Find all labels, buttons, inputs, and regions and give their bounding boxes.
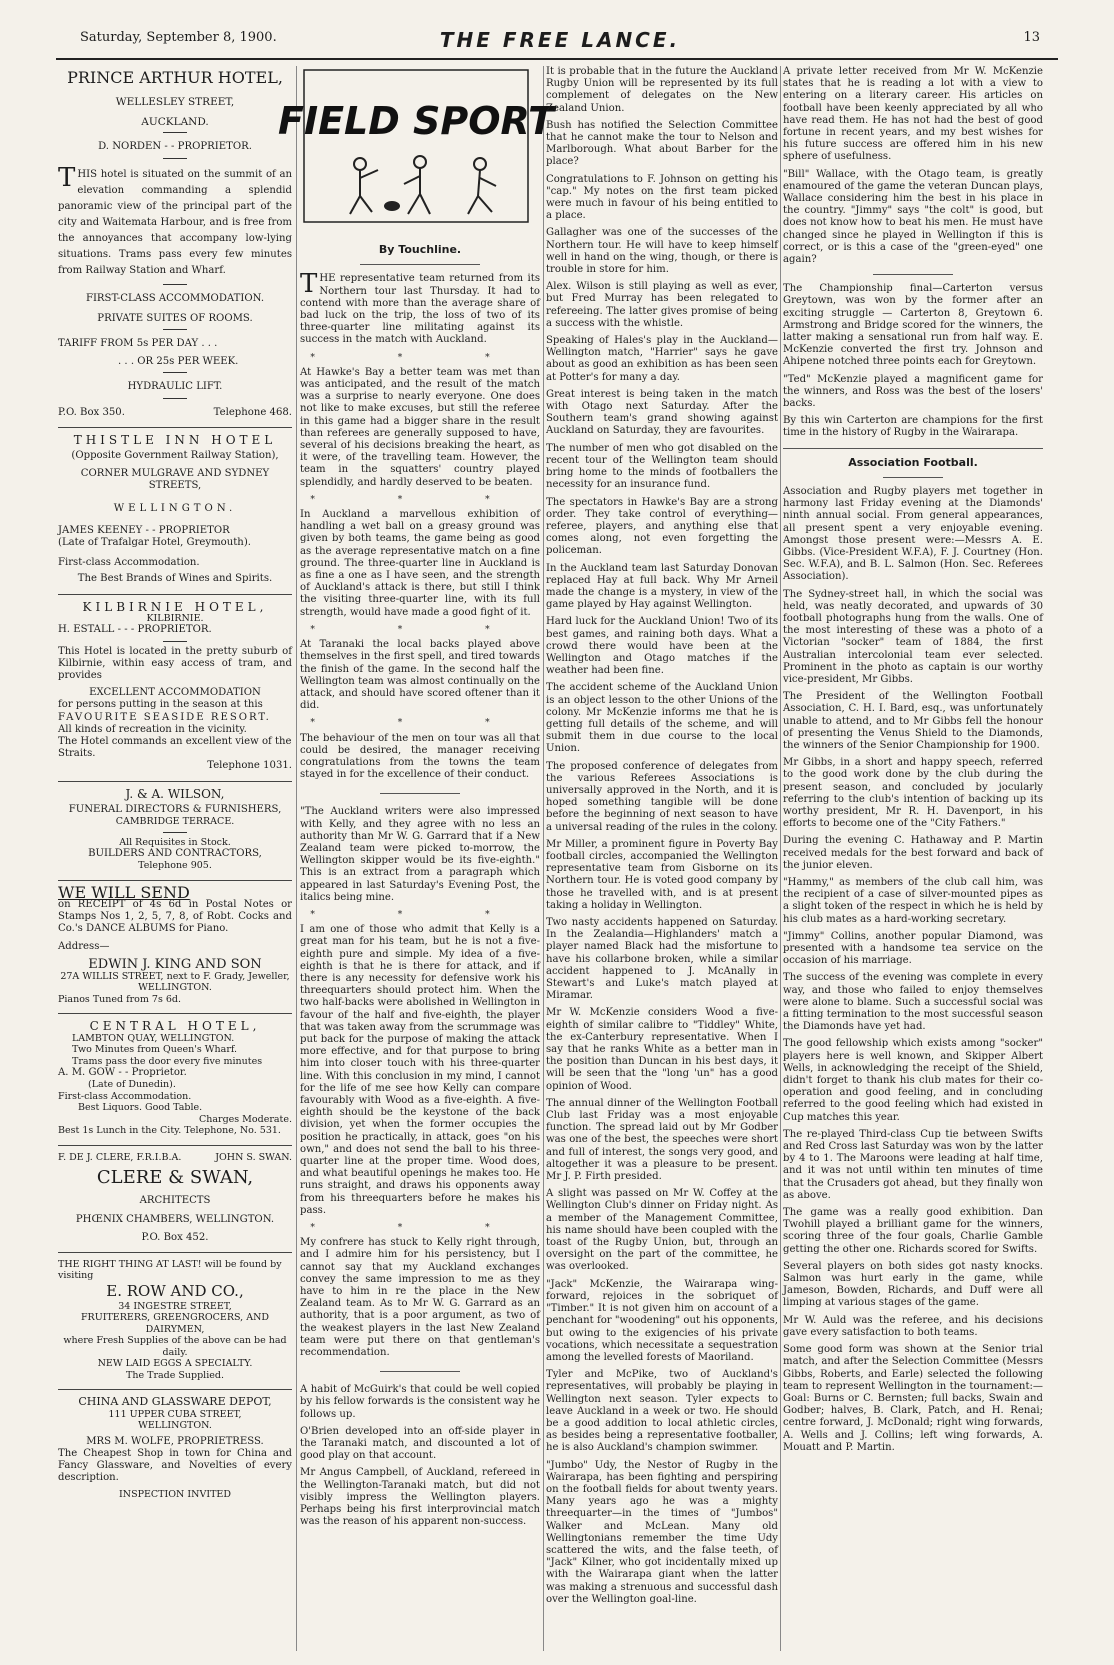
ad-kilbirnie [58,601,292,773]
ad-line: 111 UPPER CUBA STREET, [108,1408,242,1420]
ad-title: KILBIRNIE HOTEL, [82,599,268,614]
ad-line: NEW LAID EGGS A SPECIALTY. [97,1358,253,1370]
ad-line: Address— [58,940,110,952]
ad-line: PRIVATE SUITES OF ROOMS. [97,312,253,324]
ad-line: FUNERAL DIRECTORS & FURNISHERS, [68,803,282,815]
article-paragraph: The spectators in Hawke's Bay are a strong order. They take control of everything—referee, players, and anything else that comes along, not even forgetting the policeman. [546,496,778,557]
ad-line: First-class Accommodation. [58,557,200,569]
ad-wilson [58,788,292,872]
ad-line: CORNER MULGRAVE AND SYDNEY STREETS, [80,468,270,492]
article-paragraph: The annual dinner of the Wellington Football Club last Friday was a most enjoyable function. The spread laid out by Mr Godber was one of the best, the speeches were short and full of interest, the songs very good, and altogether it was a pleasure to be present. Mr J. P. Firth presided. [546,1097,778,1183]
article-paragraph: The success of the evening was complete in every way, and those who failed to enjoy themselves were alone to blame. Such a successful social was a fitting termination to the most successful season the Diamonds have yet had. [783,972,1043,1033]
issue-date: Saturday, September 8, 1900. [80,30,277,45]
ad-row-co [58,1259,292,1382]
column-divider [780,66,781,1651]
ad-line: LAMBTON QUAY, WELLINGTON. [72,1032,235,1044]
ad-title: E. ROW AND CO., [106,1281,244,1300]
article-paragraph: By this win Carterton are champions for the first time in the history of Rugby in the Wairarapa. [783,415,1043,439]
article-paragraph: "Ted" McKenzie played a magnificent game for the winners, and Ross was the best of the losers' backs. [783,373,1043,410]
article-paragraph: Mr Gibbs, in a short and happy speech, referred to the good work done by the club during the present season, and concluded by jocularly referring to the club's intention of backing up its worthy president, Mr R. H. Davenport, in his efforts to become one of the "City Fathers." [783,757,1043,830]
article-paragraph: In Auckland a marvellous exhibition of handling a wet ball on a greasy ground was given by both teams, the game being as good as the average representative match on a fine ground. The three-quarter line in Auckland is as fine a one as I have seen, and the strength of Auckland's attack is there, but still I think the visiting three-quarter line, with its full strength, would have made a good fight of it. [300,509,540,618]
article-paragraph: Great interest is being taken in the match with Otago next Saturday. After the Southern team's grand showing against Auckland on Saturday, they are favourites. [546,388,778,437]
logo-text: FIELD SPORT [277,99,555,143]
article-paragraph: The number of men who got disabled on the recent tour of the Wellington team should bring home to the minds of footballers the necessity for an insurance fund. [546,442,778,491]
ad-line: (Late of Trafalgar Hotel, Greymouth). [58,537,251,549]
ad-line: 34 INGESTRE STREET, [118,1300,232,1312]
ad-line: (Opposite Government Railway Station), [71,450,279,462]
ad-line: Best Liquors. Good Table. [78,1102,203,1114]
ad-line: INSPECTION INVITED [119,1489,231,1501]
article-paragraph: The good fellowship which exists among "socker" players here is well known, and Skipper Albert Wells, in acknowledging the receipt of the Shield, didn't forget to thank his club mates for their co-operation and good feeling, and in concluding referred to the good feeling which had existed in Cup matches this year. [783,1038,1043,1123]
article-paragraph: In the Auckland team last Saturday Donovan replaced Hay at full back. Why Mr Arneil made the change is a mystery, in view of the game played by Hay against Wellington. [546,562,778,611]
ad-line: HYDRAULIC LIFT. [127,381,223,393]
ad-thistle [58,434,292,586]
ad-title: PRINCE ARTHUR HOTEL, [67,68,283,87]
ad-line: FRUITERERS, GREENGROCERS, AND DAIRYMEN, [80,1312,270,1335]
article-paragraph: The proposed conference of delegates from the various Referees Associations is universally approved in the North, and it is hoped something tangible will be done before the beginning of next season to have a universal reading of the rules in the colony. [546,760,778,833]
header-rule [56,58,1058,60]
article-paragraph: Speaking of Hales's play in the Auckland—Wellington match, "Harrier" says he gave about as good an exhibition as has been seen at Potter's for many a day. [546,335,778,383]
article-paragraph: Mr W. Auld was the referee, and his decisions gave every satisfaction to both teams. [783,1314,1043,1338]
article-paragraph: It is probable that in the future the Auckland Rugby Union will be represented by its full complement of delegates on the New Zealand Union. [546,66,778,114]
ad-edwin-king [58,956,292,1006]
ad-line: H. ESTALL - - - PROPRIETOR. [58,624,212,636]
ad-line: WELLINGTON. [113,502,237,514]
advertisements-column [58,66,292,1501]
ad-line: THE RIGHT THING AT LAST! will be found by visiting [58,1258,282,1282]
article-paragraph: "Hammy," as members of the club call him, was the recipient of a case of silver-mounted pipes as a slight token of the respect in which he is held by his club mates as a hard-working secretary. [783,876,1043,925]
article-paragraph: Gallagher was one of the successes of the Northern tour. He will have to keep himself well in hand on the wing, though, or there is trouble in store for him. [546,227,778,276]
ad-line: KILBIRNIE. [146,612,204,624]
article-paragraph: Congratulations to F. Johnson on getting his "cap." My notes on the first team picked were much in favour of his being entitled to a place. [546,173,778,222]
column-divider [296,66,297,1651]
ad-line: Best 1s Lunch in the City. Telephone, No. 531. [58,1125,281,1137]
ad-line: Two Minutes from Queen's Wharf. [72,1044,238,1056]
article-paragraph: Mr Angus Campbell, of Auckland, refereed in the Wellington-Taranaki match, but did not visibly impress the Wellington players. Perhaps being his first interprovincial match was the reason of his apparent non-success. [300,1467,540,1528]
article-paragraph: "The Auckland writers were also impressed with Kelly, and they agree with no less an authority than Mr W. G. Garrard that if a New Zealand team were picked to-morrow, the Wellington skipper would be its five-eighth." This is an extract from a paragraph which appeared in last Saturday's Evening Post, the italics being mine. [300,806,540,903]
ad-line: ARCHITECTS [139,1195,211,1207]
ad-line: BUILDERS AND CONTRACTORS, [88,848,262,859]
ad-line: CAMBRIDGE TERRACE. [115,816,235,827]
ad-line: JOHN S. SWAN. [215,1151,292,1163]
ad-line: Pianos Tuned from 7s 6d. [58,993,182,1005]
ad-china-depot [58,1396,292,1501]
article-paragraph: "Jack" McKenzie, the Wairarapa wing-forward, rejoices in the sobriquet of "Timber." It is not given him on account of a penchant for "woodening" out his opponents, but owing to the exigencies of his private vocations, which necessitate a sequestration among the levelled forests of Maoriland. [546,1278,778,1363]
article-paragraph: Some good form was shown at the Senior trial match, and after the Selection Committee (Messrs Gibbs, Roberts, and Earle) selected the following team to represent Wellington in the tournament:—Goal: Burns or C. Bernsten; full backs, Swain and Godber; halves, B. Clark, Patch, and H. Renai; centre forward, J. McDonald; right wing forwards, A. Wells and J. Collins; left wing forwards, A. Mouatt and P. Martin. [783,1344,1043,1453]
article-paragraph: A private letter received from Mr W. McKenzie states that he is reading a lot with a view to entering on a literary career. His articles on football have been keenly appreciated by all who have read them. He has not had the best of good fortune in recent years, and my best wishes for his future success are offered him in his new sphere of usefulness. [783,66,1043,163]
article-paragraph: The re-played Third-class Cup tie between Swifts and Red Cross last Saturday was won by the latter by 4 to 1. The Maroons were leading at half time, and it was not until within ten minutes of time that the Crusaders got ahead, but they finally won as above. [783,1128,1043,1201]
ad-body: THIS hotel is situated on the summit of an elevation commanding a splendid panoramic view of the principal part of the city and Waitemata Harbour, and is free from the annoyances that accompany low-lying situations. Trams pass every few minutes from Railway Station and Wharf. [58,162,292,276]
ad-line: A. M. GOW - - Proprietor. [58,1067,187,1079]
ad-line: First-class Accommodation. [58,1090,192,1102]
ad-title: WE WILL SEND [58,882,190,902]
ad-line: FAVOURITE SEASIDE RESORT. [58,711,271,723]
article-paragraph: "Jumbo" Udy, the Nestor of Rugby in the Wairarapa, has been fighting and perspiring on the football fields for about twenty years. Many years ago he was a mighty threequarter—in the times of "Jumbos" Walker and McLean. Many old Wellingtonians remember the time Udy scattered the wits, and the false teeth, of "Jack" Kilner, who got incidentally mixed up with the Wairarapa giant when the latter was making a strenuous and successful dash over the Wellington goal-line. [546,1459,778,1605]
ad-central-hotel [58,1020,292,1136]
masthead: THE FREE LANCE. [439,28,681,52]
ad-line: D. NORDEN - - PROPRIETOR. [98,141,252,153]
article-paragraph: The Championship final—Carterton versus Greytown, was won by the former after an exciting struggle — Carterton 8, Greytown 6. Armstrong and Bridge scored for the winners, the latter making a sensational run from half way. E. McKenzie converted the first try. Johnson and Ahipene notched three points each for Greytown. [783,283,1043,368]
article-paragraph: The behaviour of the men on tour was all that could be desired, the manager receiving congratulations from the towns the team stayed in for the excellence of their conduct. [300,732,540,781]
ad-line: PHŒNIX CHAMBERS, WELLINGTON. [75,1213,275,1225]
ad-line: The Trade Supplied. [126,1369,224,1381]
ad-line: P.O. Box 350. [58,406,125,418]
notes-column [546,66,778,1611]
ad-line: The Best Brands of Wines and Spirits. [77,573,273,585]
article-paragraph: "Jimmy" Collins, another popular Diamond, was presented with a handsome tea service on the occasion of his marriage. [783,930,1043,967]
article-paragraph: The Sydney-street hall, in which the social was held, was neatly decorated, and upwards of 30 football photographs hung from the walls. One of the most interesting of these was a photo of a Victorian "socker" team of 1884, the first Australian intercolonial team ever selected. Prominent in the photo as captain is our worthy vice-president, Mr Gibbs. [783,588,1043,685]
byline: By Touchline. [378,243,462,257]
page-number: 13 [1023,30,1040,45]
article-paragraph: THE representative team returned from its Northern tour last Thursday. It had to contend with more than the average share of bad luck on the trip, the loss of two of its three-quarter line militating against its success in the match with Auckland. [300,269,540,346]
article-paragraph: Association and Rugby players met together in harmony last Friday evening at the Diamonds' ninth annual social. From general appearances, all present spent a very enjoyable evening. Amongst those present were:—Messrs A. E. Gibbs. (Vice-President W.F.A), F. J. Courtney (Hon. Sec. W.F.A), and B. L. Salmon (Hon. Sec. Referees Association). [783,485,1043,583]
article-paragraph: Alex. Wilson is still playing as well as ever, but Fred Murray has been relegated to refereeing. The latter gives promise of being a success with the whistle. [546,281,778,329]
ad-line: . . . OR 25s PER WEEK. [118,356,239,368]
ad-body: on RECEIPT of 4s 6d in Postal Notes or Stamps Nos 1, 2, 5, 7, 8, of Robt. Cocks and Co.'s DANCE ALBUMS for Piano. [58,898,292,935]
ad-line: Telephone 1031. [207,760,292,772]
article-paragraph: The President of the Wellington Football Association, C. H. I. Bard, esq., was unfortunately unable to attend, and to Mr Gibbs fell the honour of presenting the Venus Shield to the Diamonds, the winners of the Senior Championship for 1900. [783,691,1043,751]
ad-line: TARIFF FROM 5s PER DAY . . . [58,338,218,350]
article-paragraph: A slight was passed on Mr W. Coffey at the Wellington Club's dinner on Friday night. As a member of the Management Committee, his name should have been coupled with the toast of the Rugby Union, but, through an oversight on the part of the committee, he was overlooked. [546,1188,778,1273]
column-divider [543,66,544,1651]
ad-line: Charges Moderate. [198,1113,292,1125]
ad-line: AUCKLAND. [141,116,209,129]
article-paragraph: The accident scheme of the Auckland Union is an object lesson to the other Unions of the colony. Mr McKenzie informs me that he is getting full details of the scheme, and will submit them in due course to the local Union. [546,682,778,755]
ad-title: J. & A. WILSON, [125,786,225,801]
ad-title: THISTLE INN HOTEL [73,432,277,447]
ad-line: MRS M. WOLFE, PROPRIETRESS. [86,1435,264,1447]
article-paragraph: I am one of those who admit that Kelly is a great man for his team, but he is not a five-eighth pure and simple. My idea of a five-eighth is that he is there for attack, and if there is any necessity for defensive work his threequarters should protect him. When the two half-backs were abolished in Wellington in favour of the half and five-eighth, the player that was taken away from the scrummage was put back for the purpose of making the attack more effective, and for that purpose to bring him into closer touch with his three-quarter line. With this conclusion in my mind, I cannot for the life of me see how Kelly can compare favourably with Wood as a five-eighth. A five-eighth should be the keystone of the back division, yet when the former occupies the position he practically, in attack, goes "on his own," and does not send the ball to his three-quarter line at the proper time. Wood does, and what beautiful openings he makes too. He runs straight, and draws his opponents away from his threequarters before he makes his pass. [300,924,540,1216]
article-paragraph: During the evening C. Hathaway and P. Martin received medals for the best forward and back of the junior eleven. [783,835,1043,871]
ad-line: Trams pass the door every five minutes [72,1055,263,1067]
association-column [783,66,1043,1459]
article-paragraph: At Hawke's Bay a better team was met than was anticipated, and the result of the match was a surprise to nearly everyone. One does not like to make excuses, but still the referee in this game had a bigger share in the result than referees are generally supposed to have, several of his decisions breaking the heart, as it were, of the travelling team. However, the team in the squatters' country played splendidly, and hardly deserved to be beaten. [300,366,540,488]
field-sport-column: FIELD SPORT By Touchline. THE representative team returned from its Northern tour last Thursday. It had to contend with more than the average share of bad luck on the trip, the loss of two of its three-quarter line militating against its success in the match with Auckland. * * * At Hawke's Bay a better team was met than was anticipated, and the result of the match was a surprise to nearly everyone. One does not like to make excuses, but still the referee in this game had a bigger share in the result than referees are generally supposed to have, several of his decisions breaking the heart, as it were, of the travelling team. However, the team in the squatters' country played splendidly, and hardly deserved to be beaten. * * * In Auckland a marvellous exhibition of handling a wet ball on a greasy ground was given by both teams, the game being as good as the average representative match on a fine ground. The three-quarter line in Auckland is as fine a one as I have seen, and the strength of Auckland's attack is there, but still I think the visiting three-quarter line, with its full strength, would have made a good fight of it. * * * At Taranaki the local backs played above themselves in the first spell, and tired towards the finish of the game. In the second half the Wellington team was almost continually on the attack, and should have scored oftener than it did. * * * The behaviour of the men on tour was all that could be desired, the manager receiving congratulations from the towns the team stayed in for the excellence of their conduct. "The Auckland writers were also impressed with Kelly, and they agree with no less an authority than Mr W. G. Garrard that if a New Zealand team were picked to-morrow, the Wellington skipper would be its five-eighth." This is an extract from a paragraph which appeared in last Saturday's Evening Post, the italics being mine. * * * I am one of those who admit that Kelly is a great man for his team, but he is not a five-eighth pure and simple. My idea of a five-eighth is that he is there for attack, and if there is any necessity for defensive work his threequarters should protect him. When the two half-backs were abolished in Wellington in favour of the half and five-eighth, the player that was taken away from the scrummage was put back for the purpose of making the attack more effective, and for that purpose to bring him into closer touch with his three-quarter line. With this conclusion in my mind, I cannot for the life of me see how Kelly can compare favourably with Wood as a five-eighth. A five-eighth should be the keystone of the back division, yet when the former occupies the position he practically, in attack, goes "on his own," and does not send the ball to his three-quarter line at the proper time. Wood does, and what beautiful openings he makes too. He runs straight, and draws his opponents away from his threequarters before he makes his pass. * * * My confrere has stuck to Kelly right through, and I admire him for his persistency, but I cannot say that my Auckland exchanges convey the same impression to me as they have to him in re the place in the New Zealand team. As to Mr W. G. Garrard as an authority, that is a poor argument, as two of the weakest players in the last New Zealand team were put there on that gentleman's recommendation. A habit of McGuirk's that could be well copied by his fellow forwards is the consistent way he follows up. O'Brien developed into an off-side player in the Taranaki match, and discounted a lot of good play on that account. Mr Angus Campbell, of Auckland, refereed in the Wellington-Taranaki match, but did not visibly impress the Wellington players. Perhaps being his first interprovincial match was the reason of his apparent non-success. [300,66,540,1534]
ad-line: 27A WILLIS STREET, next to F. Grady, Jeweller, WELLINGTON. [60,970,290,994]
article-paragraph: Bush has notified the Selection Committee that he cannot make the tour to Nelson and Marlborough. What about Barber for the place? [546,119,778,168]
article-paragraph: Several players on both sides got nasty knocks. Salmon was hurt early in the game, while Jameson, Bowden, Richards, and Duff were all limping at various stages of the game. [783,1260,1043,1309]
ad-clere-swan [58,1152,292,1244]
section-heading: Association Football. [848,455,978,469]
ad-line: Telephone 468. [213,406,292,418]
article-paragraph: The game was a really good exhibition. Dan Twohill played a brilliant game for the winners, scoring three of the four goals, Charlie Gamble getting the other one. Richards scored for Swifts. [783,1207,1043,1255]
ad-body: This Hotel is located in the pretty suburb of Kilbirnie, within easy access of tram, and provides [58,645,292,681]
ad-line: F. DE J. CLERE, F.R.I.B.A. [58,1151,182,1163]
ad-line: P.O. Box 452. [141,1231,209,1243]
ad-line: FIRST-CLASS ACCOMMODATION. [85,292,265,304]
ad-line: All kinds of recreation in the vicinity. [58,723,247,735]
ad-title: CHINA AND GLASSWARE DEPOT, [78,1395,272,1409]
page-header [80,30,1040,52]
ad-prince-arthur [58,68,292,419]
article-paragraph: Mr W. McKenzie considers Wood a five-eighth of similar calibre to "Tiddley" White, the ex-Canterbury representative. When I say that he ranks White as a better man in the position than Duncan in his best days, it will be seen that the "long 'un" has a good opinion of Wood. [546,1007,778,1092]
ad-will-send [58,882,292,953]
ad-line: Telephone 905. [138,860,212,872]
ad-line: JAMES KEENEY - - PROPRIETOR [58,524,230,536]
article-paragraph: Two nasty accidents happened on Saturday. In the Zealandia—Highlanders' match a player named Black had the misfortune to have his collarbone broken, while a similar accident happened to J. McAnally in Stewart's and Luke's match played at Miramar. [546,917,778,1002]
ad-line: EXCELLENT ACCOMMODATION [89,687,261,699]
ad-line: WELLESLEY STREET, [115,96,235,108]
ad-line: (Late of Dunedin). [88,1079,176,1091]
ad-line: for persons putting in the season at this [58,699,263,711]
ad-line: WELLINGTON. [138,1420,212,1432]
ad-title: CENTRAL HOTEL, [89,1019,261,1034]
article-paragraph: My confrere has stuck to Kelly right through, and I admire him for his persistency, but I cannot say that my Auckland exchanges convey the same impression to me as they have to him in re the place in the New Zealand team. As to Mr W. G. Garrard as an authority, that is a poor argument, as two of the weakest players in the last New Zealand team were put there on that gentleman's recommendation. [300,1237,540,1359]
ad-line: The Hotel commands an excellent view of the Straits. [58,735,292,760]
field-sport-logo [277,66,555,226]
article-paragraph: Hard luck for the Auckland Union! Two of its best games, and raining both days. What a crowd there would have been at the Wellington and Otago matches if the weather had been fine. [546,616,778,677]
article-paragraph: "Bill" Wallace, with the Otago team, is greatly enamoured of the game the veteran Duncan plays, Wallace considering him the best in his place in the country. "Jimmy" says "the colt" is good, but does not know how to beat his men. He must have changed since he played in Wellington if this is correct, or is this a case of the "green-eyed" one again? [783,168,1043,266]
ad-body: The Cheapest Shop in town for China and Fancy Glassware, and Novelties of every description. [58,1447,292,1484]
ad-line: where Fresh Supplies of the above can be had daily. [63,1335,287,1358]
ad-title: CLERE & SWAN, [96,1167,254,1189]
ad-line: All Requisites in Stock. [119,836,231,848]
ad-title: EDWIN J. KING AND SON [88,956,262,972]
article-paragraph: O'Brien developed into an off-side player in the Taranaki match, and discounted a lot of good play on that account. [300,1425,540,1462]
article-paragraph: Mr Miller, a prominent figure in Poverty Bay football circles, accompanied the Wellington representative team from Gisborne on its Northern tour. He is voted good company by those he travelled with, and is at present taking a holiday in Wellington. [546,838,778,911]
article-paragraph: A habit of McGuirk's that could be well copied by his fellow forwards is the consistent way he follows up. [300,1384,540,1420]
article-paragraph: At Taranaki the local backs played above themselves in the first spell, and tired towards the finish of the game. In the second half the Wellington team was almost continually on the attack, and should have scored oftener than it did. [300,639,540,712]
article-paragraph: Tyler and McPike, two of Auckland's representatives, will probably be playing in Wellington next season. Tyler expects to leave Auckland in a week or two. He should be a good addition to local athletic circles, as besides being a representative footballer, he is also Auckland's champion swimmer. [546,1369,778,1454]
